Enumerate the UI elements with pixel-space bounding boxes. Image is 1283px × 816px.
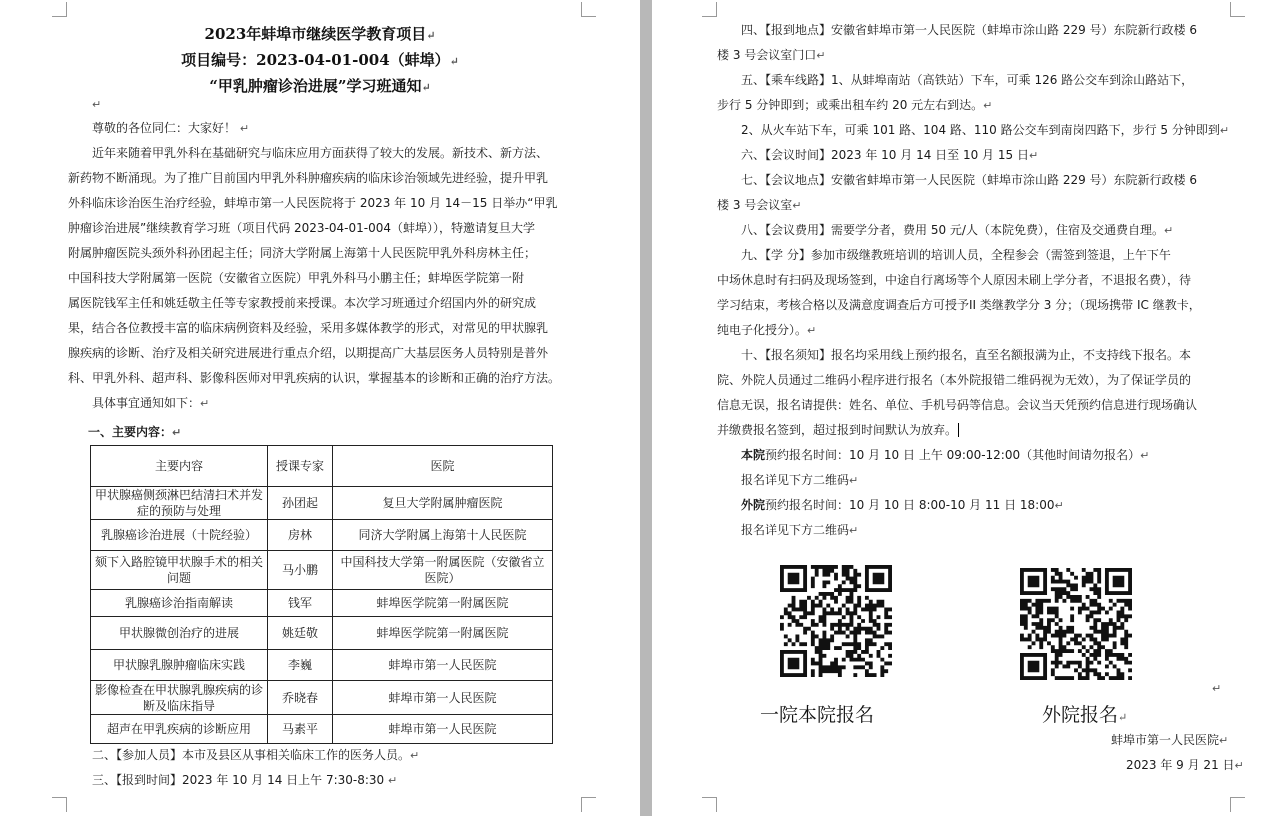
section4-location (717, 18, 1247, 68)
document-page-right (652, 0, 1283, 816)
internal-qr-caption: 一院本院报名 (760, 704, 875, 726)
text-line: 七、【会议地点】安徽省蚌埠市第一人民医院（蚌埠市涂山路 229 号）东院新行政楼 6 (741, 173, 1197, 187)
intro-paragraph (68, 141, 588, 391)
table-row (91, 715, 553, 744)
text-line: 信息无误，报名请提供：姓名、单位、手机号码等信息。会议当天凭预约信息进行现场确认 (717, 398, 1198, 412)
intro-line: 新药物不断涌现。为了推广目前国内甲乳外科肿瘤疾病的临床诊治领域先进经验，提升甲乳 (68, 171, 549, 185)
external-qr-code (1020, 568, 1132, 680)
intro-line: 科、甲乳外科、超声科、影像科医师对甲乳疾病的认识，掌握基本的诊断和正确的治疗方法。 (68, 371, 561, 385)
table-header-content: 主要内容 (91, 446, 268, 487)
margin-mark (581, 797, 596, 812)
table-row (91, 487, 553, 520)
cell-content: 甲状腺微创治疗的进展 (91, 617, 268, 650)
margin-mark (52, 797, 67, 812)
text-line: 楼 3 号会议室门口↵ (717, 48, 826, 62)
text-line: 四、【报到地点】安徽省蚌埠市第一人民医院（蚌埠市涂山路 229 号）东院新行政楼 6 (741, 23, 1197, 37)
section8-fee: 八、【会议费用】需要学分者，费用 50 元/人（本院免费），住宿及交通费自理。↵ (741, 223, 1174, 237)
intro-line: 肿瘤诊治进展”继续教育学习班（项目代码 2023-04-01-004（蚌埠）），特邀请复旦大学 (68, 221, 536, 235)
cell-expert: 姚廷敬 (268, 617, 333, 650)
table-header-expert: 授课专家 (268, 446, 333, 487)
cell-expert: 钱军 (268, 590, 333, 617)
table-row (91, 520, 553, 551)
cell-hospital: 中国科技大学第一附属医院（安徽省立医院） (333, 551, 553, 590)
text-line: 十、【报名须知】报名均采用线上预约报名，直至名额报满为止，不支持线下报名。本 (741, 348, 1192, 362)
section3-checkin-time: 三、【报到时间】2023 年 10 月 14 日上午 7:30-8:30 ↵ (92, 773, 398, 787)
intro-line: 腺疾病的诊断、治疗及相关研究进展进行重点介绍，以期提高广大基层医务人员特别是普外 (68, 346, 549, 360)
table-row (91, 551, 553, 590)
cell-hospital: 蚌埠医学院第一附属医院 (333, 590, 553, 617)
notice-line: 具体事宜通知如下：↵ (92, 396, 210, 410)
margin-mark (1230, 797, 1245, 812)
external-registration-time: 外院预约报名时间：10 月 10 日 8:00-10 月 11 日 18:00↵ (741, 498, 1064, 512)
table-header-hospital: 医院 (333, 446, 553, 487)
margin-mark (702, 797, 717, 812)
margin-mark (1230, 2, 1245, 17)
intro-line: 果，结合各位教授丰富的临床病例资料及经验，采用多媒体教学的形式，对常见的甲状腺乳 (68, 321, 549, 335)
cell-hospital: 蚌埠市第一人民医院 (333, 650, 553, 681)
margin-mark (52, 2, 67, 17)
text-line: 学习结束，考核合格以及满意度调查后方可授予II 类继教学分 3 分；（现场携带 IC 继教卡， (717, 298, 1201, 312)
doc-title-line3: “甲乳肿瘤诊治进展”学习班通知↵ (209, 77, 431, 95)
text-line: 院、外院人员通过二维码小程序进行报名（本外院报错二维码视为无效），为了保证学员的 (717, 373, 1192, 387)
cell-content: 甲状腺乳腺肿瘤临床实践 (91, 650, 268, 681)
cell-content: 超声在甲乳疾病的诊断应用 (91, 715, 268, 744)
doc-title-line2: 项目编号：2023-04-01-004（蚌埠）↵ (181, 51, 459, 69)
table-row (91, 617, 553, 650)
cell-expert: 乔晓春 (268, 681, 333, 715)
cell-expert: 马小鹏 (268, 551, 333, 590)
signature-organization: 蚌埠市第一人民医院↵ (1111, 733, 1229, 747)
external-qr-note: 报名详见下方二维码↵ (741, 523, 859, 537)
external-qr-caption: 外院报名↵ (1042, 704, 1128, 726)
text-line: 中场休息时有扫码及现场签到，中途自行离场等个人原因未刷上学分者，不退报名费），待 (717, 273, 1192, 287)
text-cursor (958, 423, 963, 437)
internal-registration-time: 本院预约报名时间：10 月 10 日 上午 09:00-12:00（其他时间请勿报名）↵ (741, 448, 1150, 462)
text-line: 步行 5 分钟即到；或乘出租车约 20 元左右到达。↵ (717, 98, 993, 112)
text-line: 楼 3 号会议室↵ (717, 198, 802, 212)
cell-hospital: 复旦大学附属肿瘤医院 (333, 487, 553, 520)
table-row (91, 650, 553, 681)
intro-line: 属医院钱军主任和姚廷敬主任等专家教授前来授课。本次学习班通过介绍国内外的研究成 (68, 296, 537, 310)
empty-paragraph: ↵ (1212, 682, 1222, 695)
table-header-row (91, 446, 553, 487)
cell-expert: 马素平 (268, 715, 333, 744)
section7-venue (717, 168, 1247, 218)
intro-line: 外科临床诊治医生治疗经验，蚌埠市第一人民医院将于 2023 年 10 月 14－15 日举办“甲乳 (68, 196, 558, 210)
cell-hospital: 同济大学附属上海第十人民医院 (333, 520, 553, 551)
intro-line: 附属肿瘤医院头颈外科孙团起主任；同济大学附属上海第十人民医院甲乳外科房林主任； (68, 246, 537, 260)
cell-content: 颏下入路腔镜甲状腺手术的相关问题 (91, 551, 268, 590)
cell-hospital: 蚌埠医学院第一附属医院 (333, 617, 553, 650)
section6-time: 六、【会议时间】2023 年 10 月 14 日至 10 月 15 日↵ (741, 148, 1039, 162)
course-table (90, 445, 553, 744)
cell-content: 影像检查在甲状腺乳腺疾病的诊断及临床指导 (91, 681, 268, 715)
cell-content: 甲状腺癌侧颈淋巴结清扫术并发症的预防与处理 (91, 487, 268, 520)
text-line: 五、【乘车线路】1、从蚌埠南站（高铁站）下车，可乘 126 路公交车到涂山路站下， (741, 73, 1194, 87)
text-line: 2、从火车站下车，可乘 101 路、104 路、110 路公交车到南岗四路下，步行 5 分钟即到↵ (741, 123, 1230, 137)
table-row (91, 681, 553, 715)
section5-route (717, 68, 1247, 143)
section9-credits (717, 243, 1247, 343)
internal-qr-code (780, 565, 892, 677)
cell-hospital: 蚌埠市第一人民医院 (333, 715, 553, 744)
cell-content: 乳腺癌诊治指南解读 (91, 590, 268, 617)
margin-mark (702, 2, 717, 17)
cell-expert: 李巍 (268, 650, 333, 681)
doc-title-line1: 2023年蚌埠市继续医学教育项目↵ (204, 25, 436, 43)
intro-line: 中国科技大学附属第一医院（安徽省立医院）甲乳外科马小鹏主任；蚌埠医学院第一附 (68, 271, 525, 285)
section2-participants: 二、【参加人员】本市及县区从事相关临床工作的医务人员。↵ (92, 748, 420, 762)
section10-registration (717, 343, 1247, 443)
text-line: 并缴费报名签到，超过报到时间默认为放弃。 (717, 418, 1247, 443)
margin-mark (581, 2, 596, 17)
text-line: 纯电子化授分）。↵ (717, 323, 817, 337)
table-row (91, 590, 553, 617)
intro-line: 近年来随着甲乳外科在基础研究与临床应用方面获得了较大的发展。新技术、新方法、 (92, 146, 549, 160)
empty-paragraph: ↵ (92, 98, 102, 111)
document-page-left (0, 0, 640, 816)
page-gap (640, 0, 652, 816)
cell-expert: 孙团起 (268, 487, 333, 520)
cell-content: 乳腺癌诊治进展（十院经验） (91, 520, 268, 551)
internal-qr-note: 报名详见下方二维码↵ (741, 473, 859, 487)
cell-expert: 房林 (268, 520, 333, 551)
section1-heading: 一、主要内容：↵ (88, 425, 182, 439)
signature-date: 2023 年 9 月 21 日↵ (1126, 758, 1244, 772)
text-line: 九、【学 分】参加市级继教班培训的培训人员，全程参会（需签到签退，上午下午 (741, 248, 1171, 262)
cell-hospital: 蚌埠市第一人民医院 (333, 681, 553, 715)
greeting: 尊敬的各位同仁：大家好！ ↵ (92, 121, 250, 135)
